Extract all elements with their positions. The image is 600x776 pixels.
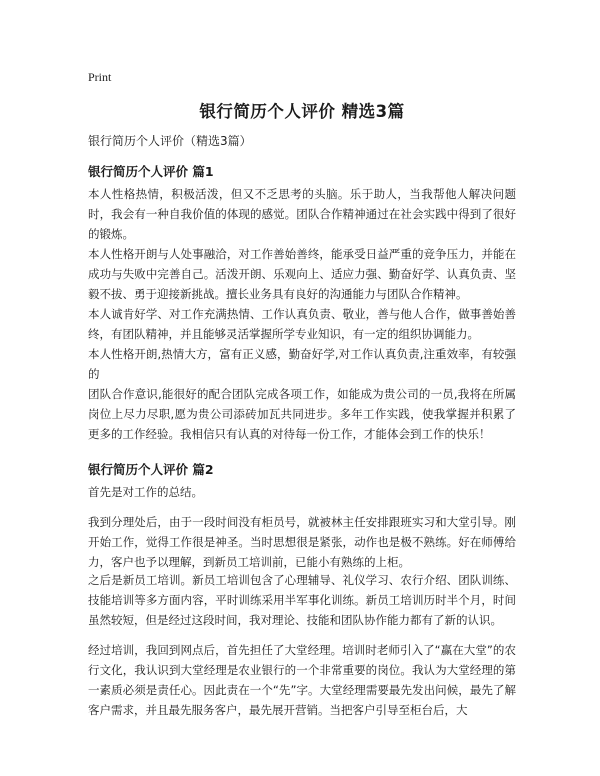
paragraph: 本人性格开朗与人处事融洽，对工作善始善终，能承受日益严重的竞争压力，并能在成功与失败中完善自己。活泼开朗、乐观向上、适应力强、勤奋好学、认真负责、坚毅不拔、勇于迎接新挑战。擅长业务具有良好的沟通能力与团队合作精神。 (88, 247, 516, 301)
paragraph: 本人性格开朗,热情大方，富有正义感，勤奋好学,对工作认真负责,注重效率，有较强的 (88, 347, 516, 381)
paragraph: 之后是新员工培训。新员工培训包含了心理辅导、礼仪学习、农行介绍、团队训练、技能培训等多方面内容，平时训练采用半军事化训练。新员工培训历时半个月，时间虽然较短，但是经过这段时间，我对理论、技能和团队协作能力都有了新的认识。 (88, 573, 516, 627)
document-title: 银行简历个人评价 精选3篇 (199, 102, 405, 121)
paragraph: 首先是对工作的总结。 (88, 485, 203, 499)
section-heading-2: 银行简历个人评价 篇2 (88, 462, 214, 477)
section-heading-1: 银行简历个人评价 篇1 (88, 164, 214, 179)
paragraph: 团队合作意识,能很好的配合团队完成各项工作，如能成为贵公司的一员,我将在所属岗位上尽力尽职,愿为贵公司添砖加瓦共同进步。多年工作实践，使我掌握并积累了更多的工作经验。我相信只有认真的对待每一份工作，才能体会到工作的快乐！ (88, 387, 516, 441)
paragraph: 本人性格热情，积极活泼，但又不乏思考的头脑。乐于助人，当我帮他人解决问题时，我会有一种自我价值的体现的感觉。团队合作精神通过在社会实践中得到了很好的锻炼。 (88, 187, 516, 241)
print-label: Print (88, 70, 112, 84)
paragraph: 本人诚肯好学、对工作充满热情、工作认真负责、敬业，善与他人合作，做事善始善终，有团队精神，并且能够灵活掌握所学专业知识，有一定的组织协调能力。 (88, 307, 516, 341)
document-subtitle: 银行简历个人评价（精选3篇） (88, 134, 252, 148)
paragraph: 我到分理处后，由于一段时间没有柜员号，就被林主任安排跟班实习和大堂引导。刚开始工作，觉得工作很是神圣。当时思想很是紧张，动作也是极不熟练。好在师傅给力，客户也予以理解，到新员工培训前，已能小有熟练的上柜。 (88, 515, 516, 569)
paragraph: 经过培训，我回到网点后，首先担任了大堂经理。培训时老师引入了“赢在大堂”的农行文化，我认识到大堂经理是农业银行的一个非常重要的岗位。我认为大堂经理的第一素质必须是责任心。因此责在一个“先”字。大堂经理需要最先发出问候，最先了解客户需求，并且最先服务客户，最先展开营销。当把客户引导至柜台后，大 (88, 643, 516, 717)
